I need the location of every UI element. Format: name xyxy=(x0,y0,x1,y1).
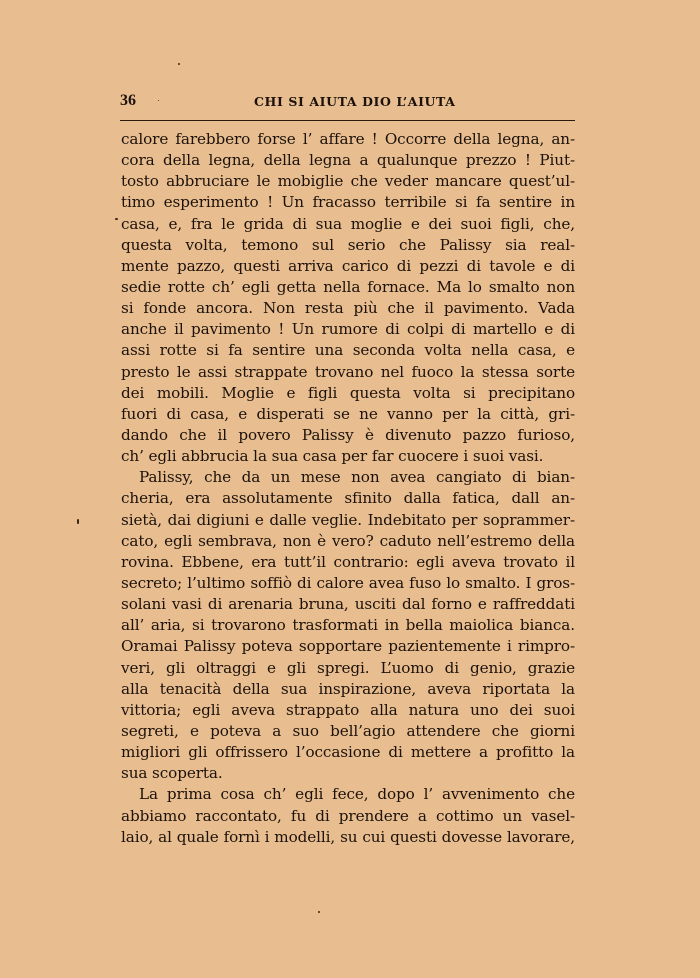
text-line: segreti, e poteva a suo bell’agio attendere che giorni xyxy=(121,721,575,740)
text-line: all’ aria, si trovarono trasformati in bella maiolica bianca. xyxy=(121,616,575,635)
text-line: ch’ egli abbrucia la sua casa per far cuocere i suoi vasi. xyxy=(121,447,544,466)
text-line: abbiamo raccontato, fu di prendere a cottimo un vasel- xyxy=(121,806,575,825)
text-line: fuori di casa, e disperati se ne vanno per la città, gri- xyxy=(121,404,575,423)
text-line: migliori gli offrissero l’occasione di mettere a profitto la xyxy=(121,743,575,762)
text-line: rovina. Ebbene, era tutt’il contrario: egli aveva trovato il xyxy=(121,552,575,571)
text-line: veri, gli oltraggi e gli spregi. L’uomo di genio, grazie xyxy=(121,658,575,677)
text-line: calore farebbero forse l’ affare ! Occorre della legna, an- xyxy=(121,130,575,148)
text-line: Palissy, che da un mese non avea cangiato di bian- xyxy=(139,468,575,487)
text-line: mente pazzo, questi arriva carico di pezzi di tavole e di xyxy=(121,256,575,275)
text-line: presto le assi strappate trovano nel fuoco la stessa sorte xyxy=(121,362,575,381)
text-line: secreto; l’ultimo soffiò di calore avea fuso lo smalto. I gros- xyxy=(121,573,575,592)
ink-speck xyxy=(115,218,118,220)
text-line: assi rotte si fa sentire una seconda volta nella casa, e xyxy=(121,341,575,360)
text-line: cora della legna, della legna a qualunque prezzo ! Piut- xyxy=(121,151,575,170)
ink-speck xyxy=(158,100,159,101)
text-line: cato, egli sembrava, non è vero? caduto nell’estremo della xyxy=(121,531,575,550)
text-line: dei mobili. Moglie e figli questa volta si precipitano xyxy=(121,383,575,402)
text-line: alla tenacità della sua inspirazione, aveva riportata la xyxy=(121,679,575,698)
text-line: Oramai Palissy poteva sopportare pazientemente i rimpro- xyxy=(121,637,575,656)
text-line: casa, e, fra le grida di sua moglie e dei suoi figli, che, xyxy=(121,214,575,233)
page-number: 36 xyxy=(120,92,136,109)
text-block xyxy=(121,129,575,848)
text-line: si fonde ancora. Non resta più che il pavimento. Vada xyxy=(121,299,575,318)
text-line: timo esperimento ! Un fracasso terribile si fa sentire in xyxy=(121,193,575,212)
text-line: cheria, era assolutamente sfinito dalla fatica, dall an- xyxy=(121,489,575,508)
header-rule xyxy=(120,120,575,121)
text-line: vittoria; egli aveva strappato alla natura uno dei suoi xyxy=(121,700,575,719)
ink-speck xyxy=(77,519,79,524)
text-line: tosto abbruciare le mobiglie che veder mancare quest’ul- xyxy=(121,172,575,191)
text-line: laio, al quale fornì i modelli, su cui questi dovesse lavorare, xyxy=(121,827,575,846)
running-head: CHI SI AIUTA DIO L’AIUTA xyxy=(254,94,456,109)
text-line: sedie rotte ch’ egli getta nella fornace. Ma lo smalto non xyxy=(121,277,575,296)
text-line: sietà, dai digiuni e dalle veglie. Indebitato per soprammer- xyxy=(121,510,575,529)
text-line: dando che il povero Palissy è divenuto pazzo furioso, xyxy=(121,425,575,444)
text-line: anche il pavimento ! Un rumore di colpi di martello e di xyxy=(121,320,575,339)
text-line: sua scoperta. xyxy=(121,764,223,783)
text-line: La prima cosa ch’ egli fece, dopo l’ avvenimento che xyxy=(139,785,575,804)
ink-speck xyxy=(178,63,180,65)
text-line: questa volta, temono sul serio che Palissy sia real- xyxy=(121,235,575,254)
text-line: solani vasi di arenaria bruna, usciti dal forno e raffreddati xyxy=(121,595,575,614)
ink-speck xyxy=(318,911,320,913)
